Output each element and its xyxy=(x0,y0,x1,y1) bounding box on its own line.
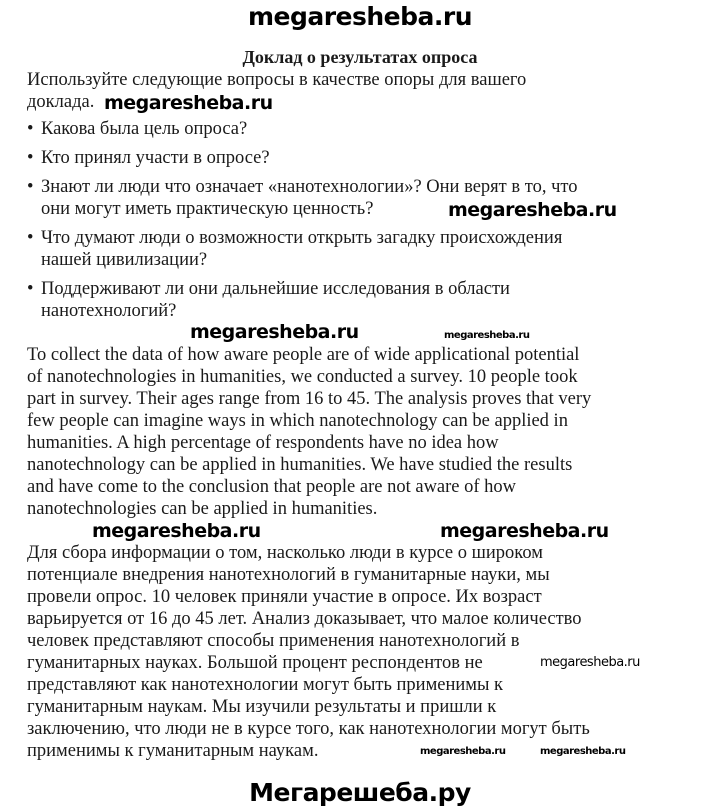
text-line: нанотехнологий? xyxy=(41,301,177,321)
text-line: • Какова была цель опроса? xyxy=(41,119,248,139)
text-line: part in survey. Their ages range from 16 to 45. The analysis proves that very xyxy=(27,389,592,409)
watermark: megaresheba.ru xyxy=(540,655,640,670)
text-line: nanotechnology can be applied in humanities. We have studied the results xyxy=(27,455,573,475)
text-line: они могут иметь практическую ценность? xyxy=(41,199,374,219)
text-line: nanotechnologies can be applied in humanities. xyxy=(27,499,378,519)
watermark: megaresheba.ru xyxy=(92,520,261,542)
text-line: доклада. xyxy=(27,92,95,112)
question-list xyxy=(27,118,577,329)
text-line: представляют как нанотехнологии могут быть применимы к xyxy=(27,675,504,695)
text-line: Для сбора информации о том, насколько люди в курсе о широком xyxy=(27,543,543,563)
watermark: megaresheba.ru xyxy=(420,746,506,757)
english-paragraph xyxy=(27,344,591,520)
watermark: megaresheba.ru xyxy=(440,520,609,542)
text-line: • Поддерживают ли они дальнейшие исследования в области xyxy=(41,279,510,299)
list-item xyxy=(27,147,577,169)
text-line: humanities. A high percentage of respondents have no idea how xyxy=(27,433,499,453)
text-line: варьируется от 16 до 45 лет. Анализ доказывает, что малое количество xyxy=(27,609,582,629)
watermark: megaresheba.ru xyxy=(448,199,617,221)
text-line: • Знают ли люди что означает «нанотехнологии»? Они верят в то, что xyxy=(41,177,578,197)
list-item xyxy=(27,278,577,322)
text-line: потенциале внедрения нанотехнологий в гуманитарные науки, мы xyxy=(27,565,550,585)
text-line: of nanotechnologies in humanities, we conducted a survey. 10 people took xyxy=(27,367,578,387)
watermark: megaresheba.ru xyxy=(190,321,359,343)
text-line: • Кто принял участи в опросе? xyxy=(41,148,270,168)
text-line: Используйте следующие вопросы в качестве опоры для вашего xyxy=(27,70,527,90)
text-line: провели опрос. 10 человек приняли участие в опросе. Их возраст xyxy=(27,587,542,607)
list-item xyxy=(27,118,577,140)
text-line: • Что думают люди о возможности открыть загадку происхождения xyxy=(41,228,563,248)
list-item xyxy=(27,227,577,271)
text-line: заключению, что люди не в курсе того, как нанотехнологии могут быть xyxy=(27,719,590,739)
watermark: megaresheba.ru xyxy=(104,92,273,114)
text-line: нашей цивилизации? xyxy=(41,250,208,270)
text-line: гуманитарных науках. Большой процент респондентов не xyxy=(27,653,483,673)
text-line: and have come to the conclusion that people are not aware of how xyxy=(27,477,517,497)
site-footer-watermark: Мегарешеба.ру xyxy=(249,778,471,807)
text-line: гуманитарным наукам. Мы изучили результаты и пришли к xyxy=(27,697,497,717)
intro-paragraph xyxy=(27,69,526,113)
text-line: few people can imagine ways in which nanotechnology can be applied in xyxy=(27,411,568,431)
russian-paragraph xyxy=(27,542,590,762)
text-line: человек представляют способы применения нанотехнологий в xyxy=(27,631,520,651)
document-title: Доклад о результатах опроса xyxy=(242,47,478,67)
watermark: megaresheba.ru xyxy=(444,330,530,341)
watermark: megaresheba.ru xyxy=(540,746,626,757)
text-line: применимы к гуманитарным наукам. xyxy=(27,741,319,761)
text-line: To collect the data of how aware people are of wide applicational potential xyxy=(27,345,580,365)
site-header-watermark: megaresheba.ru xyxy=(247,2,473,31)
